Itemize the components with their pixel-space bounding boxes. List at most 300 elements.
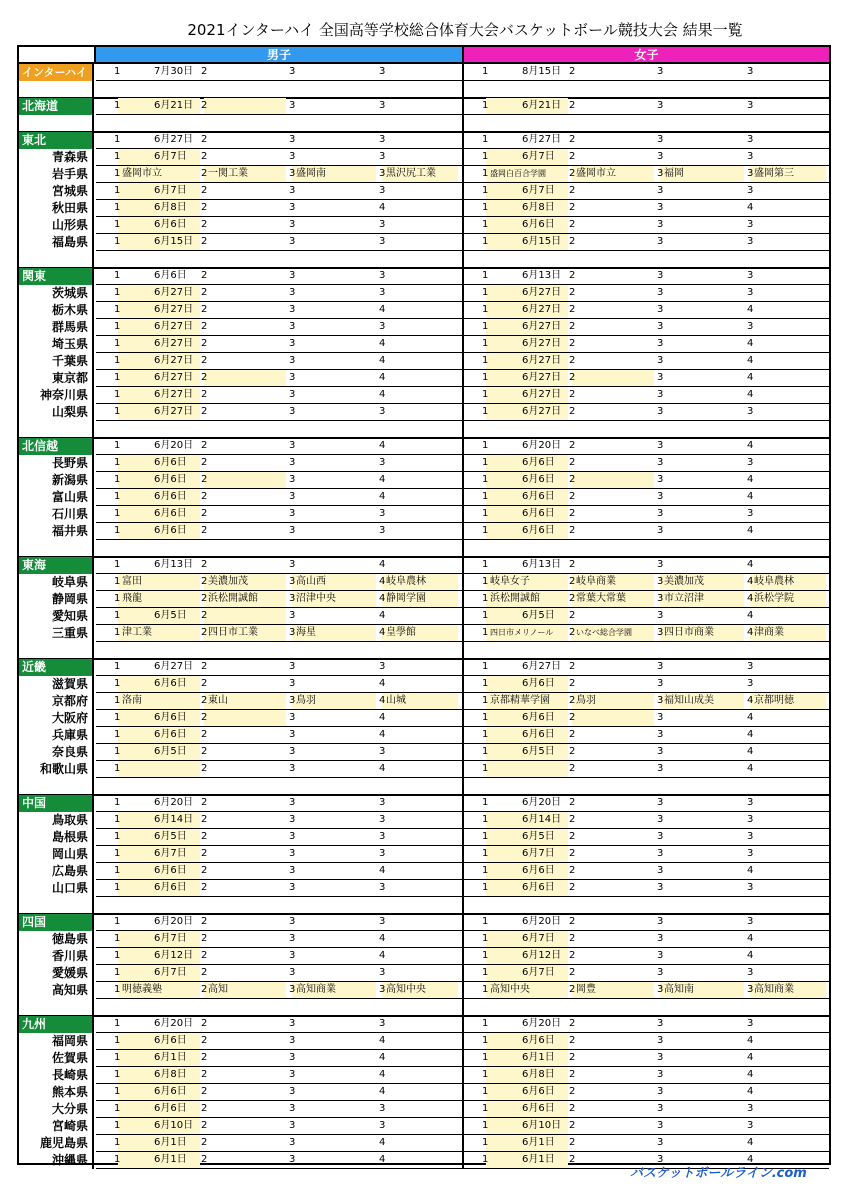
rank-2-number: 2 — [569, 202, 576, 213]
rank-3-number: 3 — [657, 134, 664, 145]
rank-4-number: 4 — [379, 729, 386, 740]
rank-2-number: 2 — [569, 168, 576, 179]
second-place-team: 高知 — [208, 984, 228, 995]
rank-4-number: 3 — [379, 321, 386, 332]
rank-4-number: 3 — [747, 134, 754, 145]
rank-3-number: 3 — [657, 1018, 664, 1029]
female-cell — [464, 234, 829, 251]
male-cell — [96, 370, 464, 387]
section-gap — [19, 999, 829, 1016]
male-cell — [96, 489, 464, 506]
tournament-date: 6月27日 — [522, 134, 562, 145]
tournament-date: 6月20日 — [154, 1018, 194, 1029]
rank-2-number: 2 — [201, 916, 208, 927]
rank-4-number: 4 — [379, 1154, 386, 1165]
rank-1-number: 1 — [482, 1120, 489, 1131]
male-cell — [96, 727, 464, 744]
rank-4-number: 3 — [379, 406, 386, 417]
rank-1-number: 1 — [114, 814, 121, 825]
rank-3-number: 3 — [289, 66, 296, 77]
tournament-date: 6月6日 — [154, 712, 187, 723]
rank-4-number: 4 — [747, 746, 754, 757]
second-place-team: 四日市工業 — [208, 627, 258, 638]
rank-4-number: 3 — [379, 661, 386, 672]
rank-1-number: 1 — [482, 1018, 489, 1029]
female-cell — [464, 1050, 829, 1067]
female-cell — [464, 982, 829, 999]
rank-2-number: 2 — [201, 1069, 208, 1080]
gap-label-col — [19, 115, 94, 132]
gap-male-col — [96, 115, 464, 132]
tournament-date: 6月5日 — [522, 746, 555, 757]
rank-1-number: 1 — [482, 1154, 489, 1165]
female-cell — [464, 1118, 829, 1135]
rank-1-number: 1 — [114, 865, 121, 876]
rank-1-number: 1 — [482, 1052, 489, 1063]
rank-1-number: 1 — [114, 984, 121, 995]
tournament-date: 6月6日 — [154, 270, 187, 281]
rank-1-number: 1 — [114, 763, 121, 774]
tournament-date: 6月27日 — [154, 321, 194, 332]
male-cell — [96, 846, 464, 863]
rank-1-number: 1 — [482, 406, 489, 417]
rank-3-number: 3 — [657, 797, 664, 808]
rank-3-number: 3 — [289, 814, 296, 825]
rank-4-number: 3 — [747, 814, 754, 825]
female-cell — [464, 693, 829, 710]
second-place-team: 岐阜商業 — [576, 576, 616, 587]
tournament-date: 6月20日 — [522, 1018, 562, 1029]
third-place-team: 沼津中央 — [296, 593, 336, 604]
rank-2-number: 2 — [201, 66, 208, 77]
tournament-date: 6月27日 — [154, 406, 194, 417]
table-row — [19, 948, 829, 965]
prefecture-label: 島根県 — [19, 829, 94, 846]
rank-1-number: 1 — [114, 916, 121, 927]
rank-3-number: 3 — [289, 746, 296, 757]
rank-4-number: 4 — [747, 355, 754, 366]
table-row — [19, 404, 829, 421]
prefecture-label: 岐阜県 — [19, 574, 94, 591]
rank-1-number: 1 — [482, 355, 489, 366]
rank-2-number: 2 — [569, 763, 576, 774]
rank-1-number: 1 — [482, 559, 489, 570]
rank-4-number: 4 — [379, 933, 386, 944]
tournament-date: 6月6日 — [522, 712, 555, 723]
gap-label-col — [19, 642, 94, 659]
table-row — [19, 710, 829, 727]
rank-1-number: 1 — [482, 270, 489, 281]
female-cell — [464, 387, 829, 404]
gap-label-col — [19, 999, 94, 1016]
table-row — [19, 149, 829, 166]
rank-1-number: 1 — [482, 593, 489, 604]
prefecture-label: 山梨県 — [19, 404, 94, 421]
table-row — [19, 795, 829, 812]
rank-3-number: 3 — [289, 1120, 296, 1131]
rank-2-number: 2 — [569, 848, 576, 859]
fourth-place-team: 岐阜農林 — [386, 576, 426, 587]
female-cell — [464, 98, 829, 115]
rank-3-number: 3 — [289, 304, 296, 315]
rank-2-number: 2 — [569, 525, 576, 536]
rank-1-number: 1 — [482, 304, 489, 315]
rank-2-number: 2 — [569, 627, 576, 638]
rank-4-number: 4 — [747, 1137, 754, 1148]
rank-2-number: 2 — [201, 950, 208, 961]
rank-1-number: 1 — [114, 168, 121, 179]
rank-1-number: 1 — [482, 168, 489, 179]
female-cell — [464, 183, 829, 200]
table-row — [19, 625, 829, 642]
male-cell — [96, 659, 464, 676]
rank-2-number: 2 — [201, 304, 208, 315]
rank-2-number: 2 — [569, 372, 576, 383]
rank-4-number: 4 — [747, 712, 754, 723]
rank-3-number: 3 — [289, 236, 296, 247]
table-row — [19, 506, 829, 523]
first-place-team: 四日市メリノール — [490, 628, 554, 637]
rank-3-number: 3 — [657, 848, 664, 859]
third-place-team: 市立沼津 — [664, 593, 704, 604]
tournament-date: 6月27日 — [154, 661, 194, 672]
rank-2-number: 2 — [201, 202, 208, 213]
rank-3-number: 3 — [289, 712, 296, 723]
rank-1-number: 1 — [114, 1018, 121, 1029]
rank-4-number: 4 — [747, 865, 754, 876]
rank-1-number: 1 — [114, 882, 121, 893]
rank-1-number: 1 — [114, 185, 121, 196]
rank-1-number: 1 — [482, 814, 489, 825]
rank-4-number: 4 — [747, 950, 754, 961]
rank-3-number: 3 — [657, 491, 664, 502]
prefecture-label: 宮城県 — [19, 183, 94, 200]
female-cell — [464, 1101, 829, 1118]
male-cell — [96, 472, 464, 489]
female-cell — [464, 914, 829, 931]
rank-2-number: 2 — [569, 219, 576, 230]
rank-2-number: 2 — [201, 576, 208, 587]
tournament-date: 6月20日 — [154, 440, 194, 451]
rank-2-number: 2 — [569, 1137, 576, 1148]
prefecture-label: 秋田県 — [19, 200, 94, 217]
rank-3-number: 3 — [289, 270, 296, 281]
tournament-date: 6月21日 — [154, 100, 194, 111]
rank-1-number: 1 — [114, 933, 121, 944]
tournament-date: 6月6日 — [522, 491, 555, 502]
rank-4-number: 4 — [379, 695, 386, 706]
rank-1-number: 1 — [114, 66, 121, 77]
rank-2-number: 2 — [201, 984, 208, 995]
female-cell — [464, 591, 829, 608]
tournament-date: 6月20日 — [522, 797, 562, 808]
rank-2-number: 2 — [569, 559, 576, 570]
rank-4-number: 3 — [747, 1018, 754, 1029]
rank-2-number: 2 — [569, 389, 576, 400]
tournament-date: 6月7日 — [522, 933, 555, 944]
rank-3-number: 3 — [289, 474, 296, 485]
rank-4-number: 3 — [747, 882, 754, 893]
rank-3-number: 3 — [657, 814, 664, 825]
female-cell — [464, 880, 829, 897]
female-cell — [464, 744, 829, 761]
rank-3-number: 3 — [657, 202, 664, 213]
tournament-date: 6月14日 — [154, 814, 194, 825]
table-row — [19, 982, 829, 999]
female-cell — [464, 931, 829, 948]
highlight-block — [204, 608, 286, 624]
highlight-block — [204, 98, 286, 114]
male-cell — [96, 829, 464, 846]
rank-4-number: 3 — [379, 882, 386, 893]
rank-3-number: 3 — [657, 66, 664, 77]
fourth-place-team: 皇學館 — [386, 627, 416, 638]
rank-3-number: 3 — [289, 865, 296, 876]
table-row — [19, 523, 829, 540]
prefecture-label: 大分県 — [19, 1101, 94, 1118]
female-cell — [464, 829, 829, 846]
rank-2-number: 2 — [569, 134, 576, 145]
third-place-team: 四日市商業 — [664, 627, 714, 638]
rank-1-number: 1 — [114, 304, 121, 315]
second-place-team: いなべ総合学園 — [576, 628, 632, 637]
table-row — [19, 812, 829, 829]
rank-3-number: 3 — [289, 797, 296, 808]
rank-4-number: 4 — [379, 338, 386, 349]
first-place-team: 京都精華学園 — [490, 695, 550, 706]
male-cell — [96, 574, 464, 591]
prefecture-label: 熊本県 — [19, 1084, 94, 1101]
rank-1-number: 1 — [482, 916, 489, 927]
rank-3-number: 3 — [657, 882, 664, 893]
tournament-date: 6月5日 — [154, 831, 187, 842]
rank-1-number: 1 — [114, 729, 121, 740]
rank-1-number: 1 — [482, 100, 489, 111]
rank-2-number: 2 — [201, 134, 208, 145]
rank-1-number: 1 — [114, 151, 121, 162]
female-cell — [464, 336, 829, 353]
table-row — [19, 302, 829, 319]
second-place-team: 盛岡市立 — [576, 168, 616, 179]
prefecture-label: 佐賀県 — [19, 1050, 94, 1067]
rank-1-number: 1 — [114, 134, 121, 145]
table-row — [19, 1118, 829, 1135]
rank-4-number: 3 — [747, 185, 754, 196]
highlight-block — [486, 761, 568, 777]
rank-4-number: 3 — [747, 168, 754, 179]
table-row — [19, 914, 829, 931]
female-cell — [464, 1016, 829, 1033]
rank-1-number: 1 — [482, 865, 489, 876]
rank-3-number: 3 — [657, 1120, 664, 1131]
rank-3-number: 3 — [657, 678, 664, 689]
rank-2-number: 2 — [201, 355, 208, 366]
tournament-date: 6月5日 — [522, 610, 555, 621]
rank-3-number: 3 — [289, 457, 296, 468]
rank-3-number: 3 — [289, 168, 296, 179]
first-place-team: 明徳義塾 — [122, 984, 162, 995]
table-row — [19, 183, 829, 200]
tournament-date: 6月6日 — [154, 865, 187, 876]
rank-3-number: 3 — [289, 1137, 296, 1148]
table-row — [19, 268, 829, 285]
female-cell — [464, 727, 829, 744]
male-cell — [96, 1152, 464, 1169]
rank-1-number: 1 — [482, 389, 489, 400]
tournament-date: 6月6日 — [522, 1086, 555, 1097]
rank-1-number: 1 — [482, 525, 489, 536]
rank-4-number: 4 — [379, 304, 386, 315]
rank-3-number: 3 — [289, 916, 296, 927]
gap-male-col — [96, 251, 464, 268]
female-cell — [464, 625, 829, 642]
rank-3-number: 3 — [289, 508, 296, 519]
fourth-place-team: 浜松学院 — [754, 593, 794, 604]
highlight-block — [118, 761, 200, 777]
rank-3-number: 3 — [657, 712, 664, 723]
rank-3-number: 3 — [289, 219, 296, 230]
male-cell — [96, 1101, 464, 1118]
tournament-date: 6月27日 — [522, 287, 562, 298]
female-cell — [464, 438, 829, 455]
rank-3-number: 3 — [657, 984, 664, 995]
rank-3-number: 3 — [657, 389, 664, 400]
rank-4-number: 4 — [379, 440, 386, 451]
rank-3-number: 3 — [657, 1086, 664, 1097]
male-cell — [96, 863, 464, 880]
rank-2-number: 2 — [201, 848, 208, 859]
highlight-block — [572, 472, 654, 488]
rank-3-number: 3 — [657, 219, 664, 230]
table-row — [19, 608, 829, 625]
rank-3-number: 3 — [289, 610, 296, 621]
tournament-date: 6月6日 — [154, 457, 187, 468]
rank-3-number: 3 — [289, 933, 296, 944]
rank-4-number: 3 — [747, 66, 754, 77]
tournament-date: 6月6日 — [522, 678, 555, 689]
rank-1-number: 1 — [482, 1137, 489, 1148]
female-cell — [464, 302, 829, 319]
tournament-date: 6月21日 — [522, 100, 562, 111]
female-cell — [464, 506, 829, 523]
fourth-place-team: 津商業 — [754, 627, 784, 638]
rank-2-number: 2 — [569, 100, 576, 111]
rank-3-number: 3 — [289, 185, 296, 196]
male-cell — [96, 387, 464, 404]
female-cell — [464, 319, 829, 336]
female-cell — [464, 64, 829, 81]
table-row — [19, 489, 829, 506]
prefecture-label: 奈良県 — [19, 744, 94, 761]
rank-4-number: 3 — [379, 1103, 386, 1114]
highlight-block — [204, 370, 286, 386]
tournament-date: 6月7日 — [522, 967, 555, 978]
region-label: 北海道 — [19, 98, 94, 115]
tournament-date: 6月13日 — [522, 559, 562, 570]
male-cell — [96, 812, 464, 829]
table-row — [19, 591, 829, 608]
rank-1-number: 1 — [114, 559, 121, 570]
rank-2-number: 2 — [201, 168, 208, 179]
rank-3-number: 3 — [289, 287, 296, 298]
tournament-date: 6月6日 — [522, 729, 555, 740]
rank-2-number: 2 — [201, 712, 208, 723]
rank-3-number: 3 — [657, 950, 664, 961]
rank-2-number: 2 — [201, 1120, 208, 1131]
rank-1-number: 1 — [482, 627, 489, 638]
rank-4-number: 3 — [379, 797, 386, 808]
third-place-team: 福知山成美 — [664, 695, 714, 706]
tournament-date: 6月27日 — [522, 372, 562, 383]
rank-3-number: 3 — [657, 763, 664, 774]
rank-2-number: 2 — [201, 185, 208, 196]
male-cell — [96, 914, 464, 931]
rank-1-number: 1 — [482, 678, 489, 689]
rank-3-number: 3 — [657, 831, 664, 842]
rank-4-number: 4 — [379, 1052, 386, 1063]
rank-1-number: 1 — [114, 1120, 121, 1131]
rank-3-number: 3 — [657, 287, 664, 298]
rank-2-number: 2 — [569, 610, 576, 621]
section-gap — [19, 897, 829, 914]
rank-3-number: 3 — [657, 967, 664, 978]
region-label: インターハイ — [19, 64, 94, 81]
header-blank-cell — [19, 47, 96, 64]
female-cell — [464, 370, 829, 387]
rank-3-number: 3 — [289, 1052, 296, 1063]
rank-1-number: 1 — [482, 321, 489, 332]
rank-1-number: 1 — [114, 287, 121, 298]
tournament-date: 6月6日 — [154, 508, 187, 519]
prefecture-label: 愛媛県 — [19, 965, 94, 982]
table-row — [19, 455, 829, 472]
rank-4-number: 3 — [379, 508, 386, 519]
male-cell — [96, 557, 464, 574]
second-place-team: 美濃加茂 — [208, 576, 248, 587]
rank-3-number: 3 — [657, 1069, 664, 1080]
prefecture-label: 長崎県 — [19, 1067, 94, 1084]
rank-2-number: 2 — [569, 865, 576, 876]
male-cell — [96, 710, 464, 727]
rank-3-number: 3 — [657, 457, 664, 468]
prefecture-label: 山形県 — [19, 217, 94, 234]
female-cell — [464, 404, 829, 421]
rank-4-number: 4 — [379, 593, 386, 604]
prefecture-label: 鳥取県 — [19, 812, 94, 829]
rank-1-number: 1 — [114, 627, 121, 638]
rank-3-number: 3 — [657, 1103, 664, 1114]
rank-2-number: 2 — [201, 610, 208, 621]
table-row — [19, 1101, 829, 1118]
prefecture-label: 香川県 — [19, 948, 94, 965]
rank-1-number: 1 — [482, 219, 489, 230]
table-row — [19, 574, 829, 591]
highlight-block — [204, 472, 286, 488]
male-cell — [96, 591, 464, 608]
rank-4-number: 3 — [747, 100, 754, 111]
male-cell — [96, 302, 464, 319]
rank-4-number: 4 — [747, 559, 754, 570]
rank-2-number: 2 — [569, 457, 576, 468]
rank-1-number: 1 — [114, 355, 121, 366]
prefecture-label: 兵庫県 — [19, 727, 94, 744]
rank-3-number: 3 — [289, 491, 296, 502]
rank-2-number: 2 — [569, 1052, 576, 1063]
rank-3-number: 3 — [289, 389, 296, 400]
rank-3-number: 3 — [657, 1154, 664, 1165]
rank-1-number: 1 — [114, 661, 121, 672]
rank-1-number: 1 — [482, 185, 489, 196]
